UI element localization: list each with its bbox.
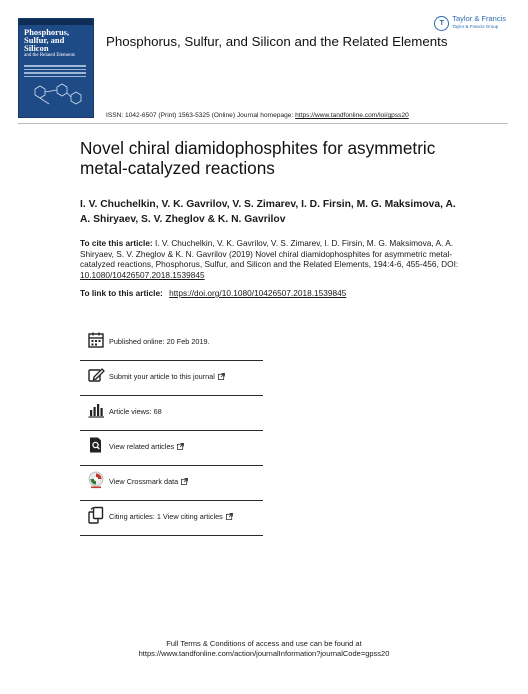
crossmark-label: View Crossmark data bbox=[109, 477, 179, 486]
link-block bbox=[80, 288, 346, 298]
citing-articles-link[interactable] bbox=[109, 512, 233, 521]
publisher-logo[interactable] bbox=[434, 13, 506, 33]
citation-doi-link[interactable]: 10.1080/10426507.2018.1539845 bbox=[80, 269, 205, 280]
external-link-icon bbox=[218, 373, 225, 380]
published-online-label: Published online: 20 Feb 2019. bbox=[109, 337, 210, 346]
cover-subtitle-text: and the Related Elements bbox=[24, 53, 75, 58]
article-authors: I. V. Chuchelkin, V. K. Gavrilov, V. S. Zimarev, I. D. Firsin, M. G. Maksimova, A. A. Shiryaev, S. V. Zheglov & K. N. Gavrilov bbox=[80, 199, 456, 225]
cover-molecule-art bbox=[27, 81, 85, 107]
crossmark-row[interactable] bbox=[80, 465, 263, 501]
cover-text-lines bbox=[24, 65, 86, 79]
citation-block bbox=[80, 238, 464, 280]
published-online-row bbox=[80, 325, 263, 361]
submit-article-row[interactable] bbox=[80, 360, 263, 396]
link-label: To link to this article: bbox=[80, 288, 163, 298]
citing-articles-row[interactable] bbox=[80, 500, 263, 536]
citation-label: To cite this article: bbox=[80, 238, 153, 248]
external-link-icon bbox=[226, 513, 233, 520]
journal-homepage-link[interactable]: https://www.tandfonline.com/loi/gpss20 bbox=[295, 112, 409, 119]
related-articles-label: View related articles bbox=[109, 442, 175, 451]
search-document-icon bbox=[87, 436, 105, 454]
publisher-logo-text bbox=[452, 15, 506, 31]
article-views-label: Article views: 68 bbox=[109, 407, 162, 416]
related-articles-row[interactable] bbox=[80, 430, 263, 466]
submit-article-label: Submit your article to this journal bbox=[109, 372, 215, 381]
footer-terms-link[interactable]: https://www.tandfonline.com/action/journalInformation?journalCode=gpss20 bbox=[138, 649, 390, 658]
crossmark-link[interactable] bbox=[109, 477, 188, 486]
crossmark-icon bbox=[87, 471, 105, 489]
external-link-icon bbox=[181, 478, 188, 485]
cover-top-band bbox=[19, 19, 93, 25]
journal-cover-thumbnail bbox=[18, 18, 94, 118]
related-articles-link[interactable] bbox=[109, 442, 184, 451]
bar-chart-icon bbox=[87, 401, 105, 419]
documents-icon bbox=[87, 506, 105, 524]
article-views-row bbox=[80, 395, 263, 431]
submit-article-link[interactable] bbox=[109, 372, 225, 381]
article-doi-link[interactable]: https://doi.org/10.1080/10426507.2018.1539845 bbox=[169, 288, 347, 298]
calendar-icon bbox=[87, 331, 105, 349]
cover-title bbox=[24, 28, 88, 59]
edit-icon bbox=[87, 366, 105, 384]
footer-terms-text: Full Terms & Conditions of access and use can be found at bbox=[166, 639, 362, 648]
publisher-name: Taylor & Francis bbox=[452, 14, 506, 23]
publisher-logo-icon: T bbox=[434, 16, 449, 31]
header-divider bbox=[18, 123, 508, 124]
footer bbox=[0, 639, 528, 659]
article-title: Novel chiral diamidophosphites for asymmetric metal-catalyzed reactions bbox=[80, 138, 436, 178]
citing-articles-label: Citing articles: 1 View citing articles bbox=[109, 512, 223, 521]
external-link-icon bbox=[177, 443, 184, 450]
citation-text: I. V. Chuchelkin, V. K. Gavrilov, V. S. Zimarev, I. D. Firsin, M. G. Maksimova, A. A. Shiryaev, S. V. Zheglov & K. N. Gavrilov (2019) Novel chiral diamidophosphites for asymmetric metal-catalyzed reactions, Phosphorus, Sulfur, and Silicon and the Related Elements, 194:4-6, 455-456, DOI: bbox=[80, 238, 459, 269]
issn-line bbox=[106, 112, 409, 119]
cover-title-text: Phosphorus, Sulfur, and Silicon bbox=[24, 27, 70, 53]
journal-name[interactable]: Phosphorus, Sulfur, and Silicon and the Related Elements bbox=[106, 34, 448, 49]
publisher-tagline: Taylor & Francis Group bbox=[452, 24, 499, 29]
issn-text: ISSN: 1042-6507 (Print) 1563-5325 (Online) Journal homepage: bbox=[106, 112, 294, 119]
